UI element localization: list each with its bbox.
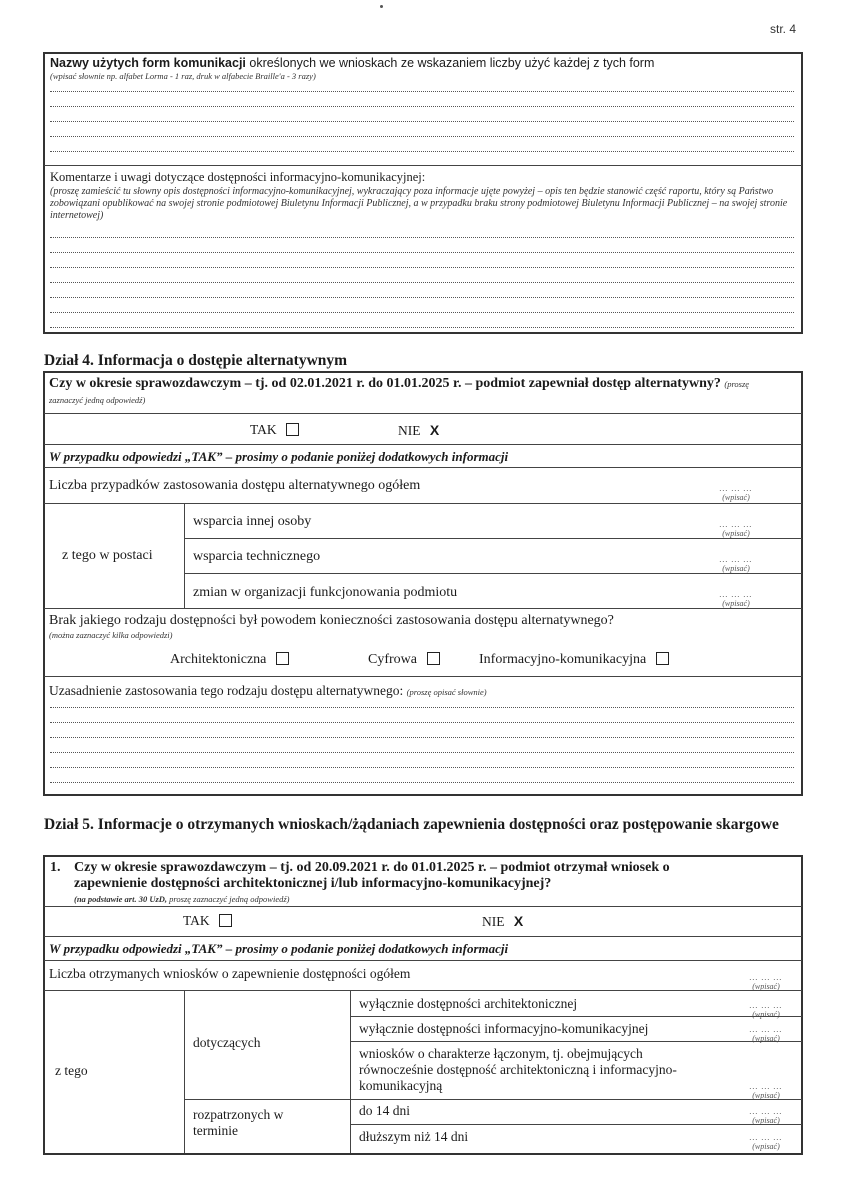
input-hint: (wpisać) (752, 1116, 780, 1125)
tak-checkbox[interactable] (286, 423, 299, 436)
sec4-of-which: z tego w postaci (62, 548, 153, 563)
justify-hint: (proszę opisać słownie) (406, 687, 487, 697)
divider (44, 503, 802, 504)
input-dots: ... ... ... (749, 1025, 783, 1034)
sec5-question: Czy w okresie sprawozdawczym – tj. od 20.09.2021 r. do 01.01.2025 r. – podmiot otrzymał wniosek o zapewnienie dostępności architektonicznej i/lub informacyjno-komunikacyjnej? (74, 860, 670, 891)
write-line[interactable] (50, 707, 794, 708)
write-line[interactable] (50, 151, 794, 152)
input-dots: ... ... ... (749, 1107, 783, 1116)
divider (44, 906, 802, 907)
forms-hint: (wpisać słownie np. alfabet Lorma - 1 raz, druk w alfabecie Braille'a - 3 razy) (50, 71, 316, 81)
input-hint: (wpisać) (752, 1010, 780, 1019)
divider (185, 1099, 802, 1100)
write-line[interactable] (50, 282, 794, 283)
nie-label: NIE (482, 914, 505, 929)
sec4-lack-question: Brak jakiego rodzaju dostępności był powodem konieczności zastosowania dostępu alternatywnego? (49, 613, 614, 628)
sec4-form-1: wsparcia innej osoby (193, 514, 312, 529)
input-hint: (wpisać) (752, 1142, 780, 1151)
sec5-row-5: dłuższym niż 14 dni (359, 1129, 469, 1144)
justify-label: Uzasadnienie zastosowania tego rodzaju dostępu alternatywnego: (49, 683, 404, 698)
input-dots: ... ... ... (719, 520, 753, 529)
nie-checkmark[interactable]: X (513, 913, 524, 929)
sec5-z-tego: z tego (55, 1063, 88, 1078)
forms-title-rest: określonych we wnioskach ze wskazaniem liczby użyć każdej z tych form (245, 56, 655, 70)
tak-label: TAK (250, 422, 277, 437)
sec4-form-2: wsparcia technicznego (193, 549, 321, 564)
write-line[interactable] (50, 267, 794, 268)
write-line[interactable] (50, 297, 794, 298)
write-line[interactable] (50, 121, 794, 122)
divider (185, 573, 802, 574)
sec5-tak-option[interactable] (183, 913, 232, 929)
write-line[interactable] (50, 91, 794, 92)
opt-label: Architektoniczna (170, 652, 267, 667)
write-line[interactable] (50, 782, 794, 783)
divider (350, 990, 351, 1153)
section-4-heading: Dział 4. Informacja o dostępie alternatywnym (44, 352, 348, 369)
checkbox[interactable] (427, 652, 440, 665)
divider (44, 960, 802, 961)
input-dots: ... ... ... (719, 590, 753, 599)
divider (351, 1016, 802, 1017)
sec4-tak-option[interactable] (250, 422, 299, 438)
sec4-form-3-input[interactable] (706, 590, 766, 608)
opt-label: Cyfrowa (368, 652, 417, 667)
hint-bold: (na podstawie art. 30 UzD, (74, 894, 168, 904)
sec4-total-input[interactable] (706, 484, 766, 502)
input-hint: (wpisać) (722, 564, 750, 573)
divider (44, 990, 802, 991)
opt-label: Informacyjno-komunikacyjna (479, 652, 647, 667)
sec5-total-input[interactable] (741, 973, 791, 991)
write-line[interactable] (50, 252, 794, 253)
divider (351, 1124, 802, 1125)
sec4-form-3: zmian w organizacji funkcjonowania podmiotu (193, 585, 458, 600)
sec4-form-2-input[interactable] (706, 555, 766, 573)
sec5-row-3: wniosków o charakterze łączonym, tj. obejmujących równocześnie dostępność architektoniczną i informacyjno-komunikacyjną (359, 1046, 677, 1093)
checkbox[interactable] (656, 652, 669, 665)
write-line[interactable] (50, 737, 794, 738)
divider (44, 165, 802, 166)
tak-checkbox[interactable] (219, 914, 232, 927)
write-line[interactable] (50, 136, 794, 137)
sec4-total-label: Liczba przypadków zastosowania dostępu alternatywnego ogółem (49, 478, 421, 493)
divider (44, 936, 802, 937)
write-line[interactable] (50, 106, 794, 107)
page-number: str. 4 (770, 22, 797, 36)
write-line[interactable] (50, 767, 794, 768)
write-line[interactable] (50, 237, 794, 238)
input-dots: ... ... ... (749, 1133, 783, 1142)
input-dots: ... ... ... (749, 1082, 783, 1091)
divider (44, 608, 802, 609)
section-5-heading: Dział 5. Informacje o otrzymanych wnioskach/żądaniach zapewnienia dostępności oraz postępowanie skargowe (44, 816, 779, 833)
checkbox[interactable] (276, 652, 289, 665)
sec5-q-num: 1. (50, 860, 61, 875)
forms-title (50, 56, 654, 70)
sec5-row-4: do 14 dni (359, 1103, 411, 1118)
tak-label: TAK (183, 913, 210, 928)
opt-architektoniczna[interactable] (170, 652, 289, 668)
comments-hint: (proszę zamieścić tu słowny opis dostępności informacyjno-komunikacyjnej, wykraczający poza informacje ujęte powyżej – opis ten będzie stanowić część raportu, który są Państwo zobowiązani opublikować na swojej stronie podmiotowej Biuletynu Informacji Publicznej, a w przypadku braku strony podmiotowej Biuletynu Informacji Publicznej – na swojej stronie internetowej) (50, 186, 788, 221)
forms-title-bold: Nazwy użytych form komunikacji (50, 56, 246, 70)
divider (44, 413, 802, 414)
sec5-dotyczacych: dotyczących (193, 1035, 261, 1050)
input-dots: ... ... ... (719, 484, 753, 493)
input-hint: (wpisać) (722, 529, 750, 538)
divider (44, 444, 802, 445)
sec5-nie-option[interactable] (482, 913, 523, 930)
divider (184, 990, 185, 1153)
sec5-rozpatrzonych: rozpatrzonych w terminie (193, 1107, 284, 1138)
divider (44, 467, 802, 468)
sec4-if-yes: W przypadku odpowiedzi „TAK” – prosimy o podanie poniżej dodatkowych informacji (49, 449, 509, 464)
sec5-row-5-input[interactable] (741, 1133, 791, 1151)
sec4-nie-option[interactable] (398, 422, 439, 439)
scan-mark (380, 5, 383, 8)
opt-cyfrowa[interactable] (368, 652, 440, 668)
input-dots: ... ... ... (749, 973, 783, 982)
sec4-lack-hint: (można zaznaczyć kilka odpowiedzi) (49, 630, 173, 640)
divider (44, 676, 802, 677)
input-hint: (wpisać) (752, 1091, 780, 1100)
opt-informacyjno-komunikacyjna[interactable] (479, 652, 669, 668)
sec4-question-hint: (proszę zaznaczyć jedną odpowiedź) (49, 379, 750, 405)
sec5-if-yes: W przypadku odpowiedzi „TAK” – prosimy o podanie poniżej dodatkowych informacji (49, 941, 509, 956)
sec5-row-4-input[interactable] (741, 1107, 791, 1125)
divider (185, 538, 802, 539)
sec5-question-hint (74, 894, 290, 904)
write-line[interactable] (50, 722, 794, 723)
nie-label: NIE (398, 423, 421, 438)
sec4-form-1-input[interactable] (706, 520, 766, 538)
sec4-question-text: Czy w okresie sprawozdawczym – tj. od 02.01.2021 r. do 01.01.2025 r. – podmiot zapewniał dostęp alternatywny? (49, 376, 721, 391)
write-line[interactable] (50, 752, 794, 753)
sec5-total-label: Liczba otrzymanych wniosków o zapewnienie dostępności ogółem (49, 966, 411, 981)
nie-checkmark[interactable]: X (429, 422, 440, 438)
write-line[interactable] (50, 312, 794, 313)
input-hint: (wpisać) (722, 493, 750, 502)
input-dots: ... ... ... (719, 555, 753, 564)
input-hint: (wpisać) (752, 982, 780, 991)
divider (351, 1041, 802, 1042)
sec5-row-3-input[interactable] (741, 1082, 791, 1100)
sec4-question (49, 376, 779, 408)
comments-title: Komentarze i uwagi dotyczące dostępności informacyjno-komunikacyjnej: (50, 170, 426, 184)
sec5-row-2: wyłącznie dostępności informacyjno-komunikacyjnej (359, 1021, 649, 1036)
hint-rest: proszę zaznaczyć jedną odpowiedź) (167, 894, 290, 904)
write-line[interactable] (50, 327, 794, 328)
sec5-row-1: wyłącznie dostępności architektonicznej (359, 996, 578, 1011)
input-dots: ... ... ... (749, 1001, 783, 1010)
input-hint: (wpisać) (722, 599, 750, 608)
sec4-justify (49, 683, 487, 699)
divider (184, 503, 185, 608)
input-hint: (wpisać) (752, 1034, 780, 1043)
